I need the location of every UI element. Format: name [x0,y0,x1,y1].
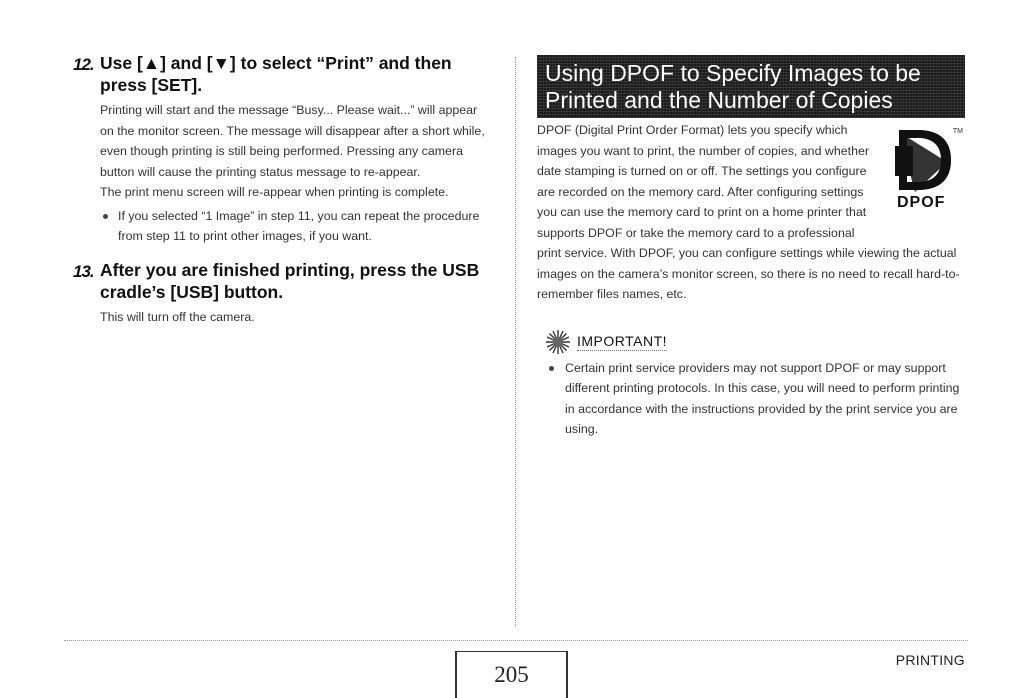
intro-paragraph: DPOF (Digital Print Order Format) lets you specify which images you want to print, the number of copies, and whether date stamping is turned on or off. The settings you configure are recorded on the memory card. After configuring settings you can use the memory card to print on a home printer that supports DPOF or take the memory card to a professional print service. With DPOF, you can configure settings while viewing the actual images on the camera’s monitor screen, so there is no need to recall hard-to-remember files names, etc. [537,123,960,301]
step-body [100,259,493,328]
right-column [537,55,965,440]
banner-line: Using DPOF to Specify Images to be [545,60,921,86]
left-column [73,52,493,327]
bullet-icon [549,366,554,371]
step-12 [73,52,493,247]
step-13 [73,259,493,328]
column-divider [515,57,516,627]
trademark-mark: TM [952,128,963,135]
step-paragraph: This will turn off the camera. [100,309,255,324]
intro-block [537,120,965,305]
important-heading [537,329,965,355]
important-text: Certain print service providers may not support DPOF or may support different printing protocols. In this case, you will need to perform printing in accordance with the instructions provided by the print service you are using. [565,360,960,436]
step-body [100,52,493,247]
starburst-icon [545,329,571,355]
section-banner [537,55,965,118]
step-number: 13. [73,261,94,281]
dpof-wordmark: DPOF [897,194,946,211]
important-list [537,358,965,440]
banner-line: Printed and the Number of Copies [545,87,893,113]
note-item [100,206,493,247]
step-paragraph: The print menu screen will re-appear when printing is complete. [100,185,449,199]
note-text: If you selected “1 Image” in step 11, you can repeat the procedure from step 11 to print other images, if you want. [118,208,480,243]
important-label: IMPORTANT! [577,332,668,349]
step-title: After you are finished printing, press the USB cradle’s [USB] button. [100,259,480,302]
step-paragraph: Printing will start and the message “Busy... Please wait...” will appear on the monitor screen. The message will disappear after a short while, even though printing is still being performed. Pressing any camera button will cause the printing status message to re-appear. [100,103,485,179]
step-title: Use [▲] and [▼] to select “Print” and then press [SET]. [100,53,452,95]
important-item [537,358,961,440]
footer-divider [64,640,968,641]
page-number: 205 [455,651,568,698]
bullet-icon [103,214,108,219]
dpof-mark-icon [893,124,955,194]
section-label: PRINTING [895,652,965,668]
note-list [100,206,493,247]
dpof-logo [883,120,969,226]
step-number: 12. [73,55,94,74]
